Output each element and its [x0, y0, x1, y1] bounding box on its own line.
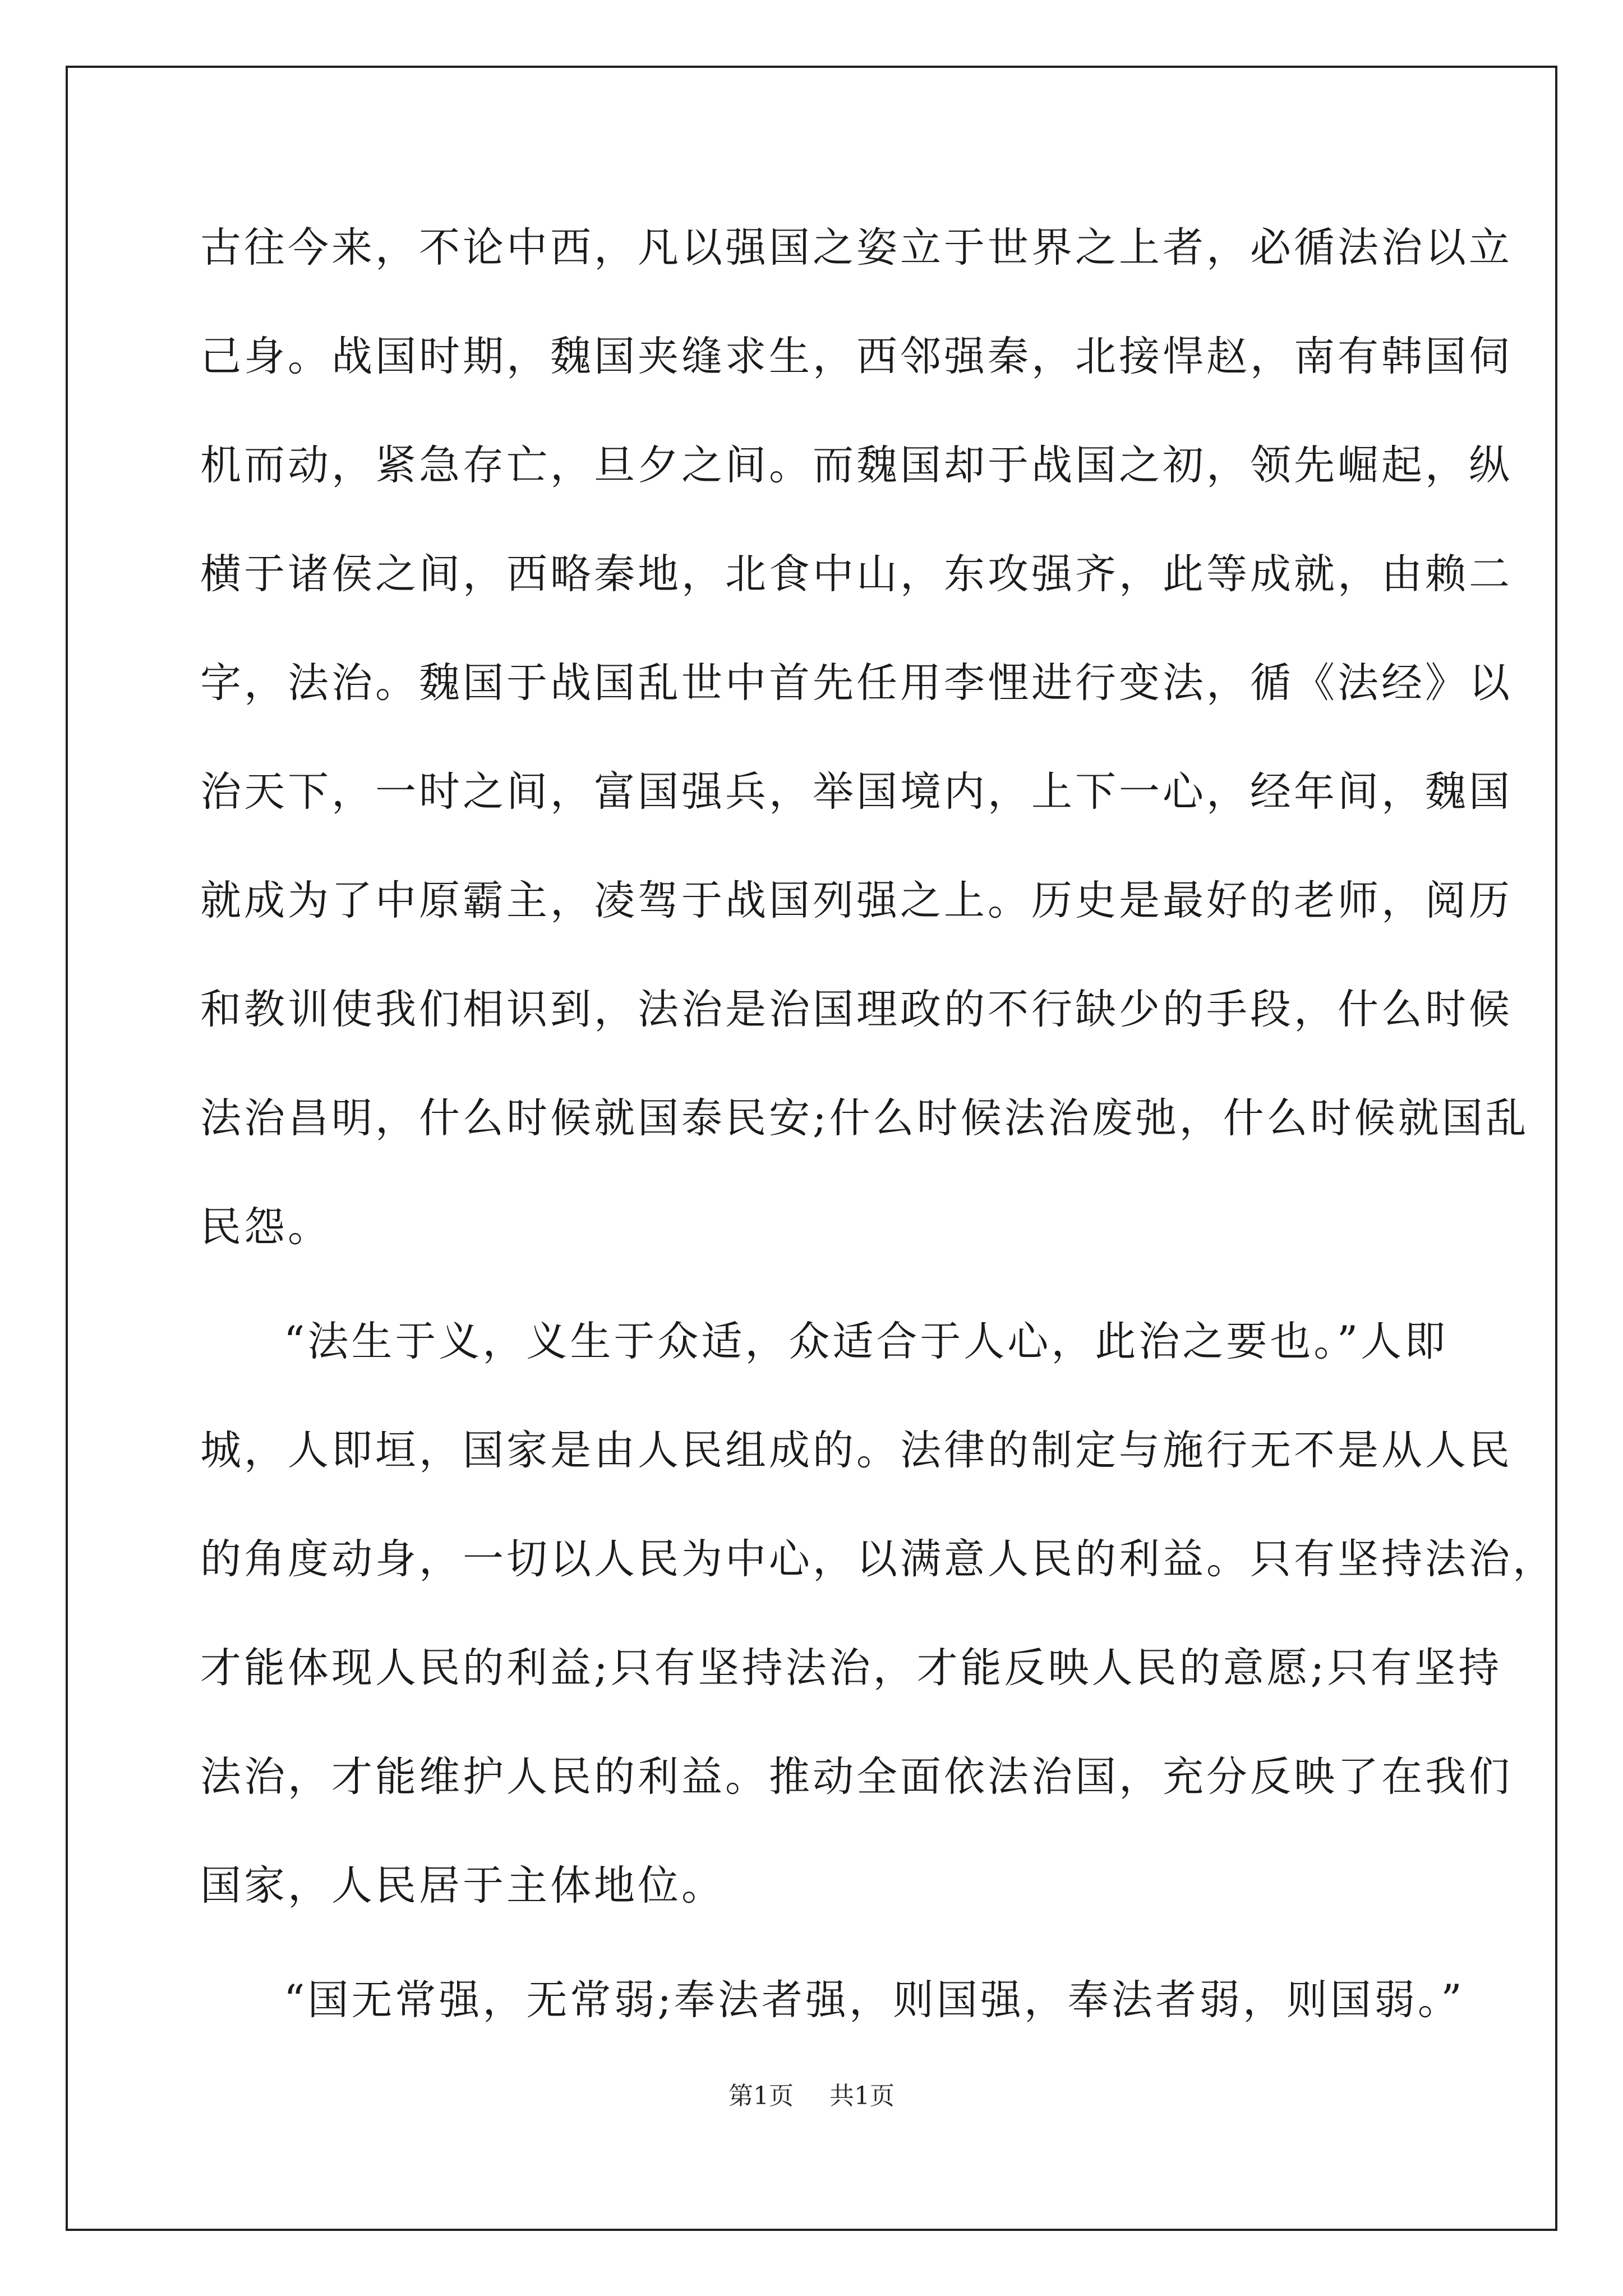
paragraph-line: 字，法治。魏国于战国乱世中首先任用李悝进行变法，循《法经》以	[200, 659, 1513, 707]
paragraph-line: 治天下，一时之间，富国强兵，举国境内，上下一心，经年间，魏国	[200, 768, 1513, 816]
paragraph-line: 横于诸侯之间，西略秦地，北食中山，东攻强齐，此等成就，由赖二	[200, 550, 1513, 598]
page-number: 第1页	[728, 2082, 794, 2110]
paragraph-line: 城，人即垣，国家是由人民组成的。法律的制定与施行无不是从人民	[200, 1427, 1513, 1474]
paragraph-line: “国无常强，无常弱;奉法者强，则国强，奉法者弱，则国弱。”	[284, 1976, 1465, 2024]
paragraph-line: 己身。战国时期，魏国夹缝求生，西邻强秦，北接悍赵，南有韩国伺	[200, 333, 1513, 380]
paragraph-gap	[200, 1940, 1426, 1946]
paragraph-line: 的角度动身，一切以人民为中心，以满意人民的利益。只有坚持法治，	[200, 1535, 1556, 1583]
document-body	[200, 194, 1556, 2055]
paragraph-line: 机而动，紧急存亡，旦夕之间。而魏国却于战国之初，领先崛起，纵	[200, 441, 1513, 489]
paragraph-line: 民怨。	[200, 1203, 331, 1251]
paragraph-line: 和教训使我们相识到，法治是治国理政的不行缺少的手段，什么时候	[200, 986, 1513, 1033]
paragraph-line: 法治昌明，什么时候就国泰民安;什么时候法治废弛，什么时候就国乱	[200, 1094, 1529, 1142]
paragraph-gap	[200, 1282, 1426, 1287]
paragraph-line: 法治，才能维护人民的利益。推动全面依法治国，充分反映了在我们	[200, 1753, 1513, 1801]
page-total: 共1页	[829, 2082, 895, 2110]
paragraph-line: 就成为了中原霸主，凌驾于战国列强之上。历史是最好的老师，阅历	[200, 877, 1513, 924]
paragraph-line: “法生于义，义生于众适，众适合于人心，此治之要也。”人即	[284, 1318, 1449, 1365]
paragraph-line: 古往今来，不论中西，凡以强国之姿立于世界之上者，必循法治以立	[200, 224, 1513, 272]
page-footer	[0, 2076, 1623, 2111]
paragraph-line: 才能体现人民的利益;只有坚持法治，才能反映人民的意愿;只有坚持	[200, 1644, 1502, 1692]
paragraph-line: 国家，人民居于主体地位。	[200, 1862, 725, 1910]
